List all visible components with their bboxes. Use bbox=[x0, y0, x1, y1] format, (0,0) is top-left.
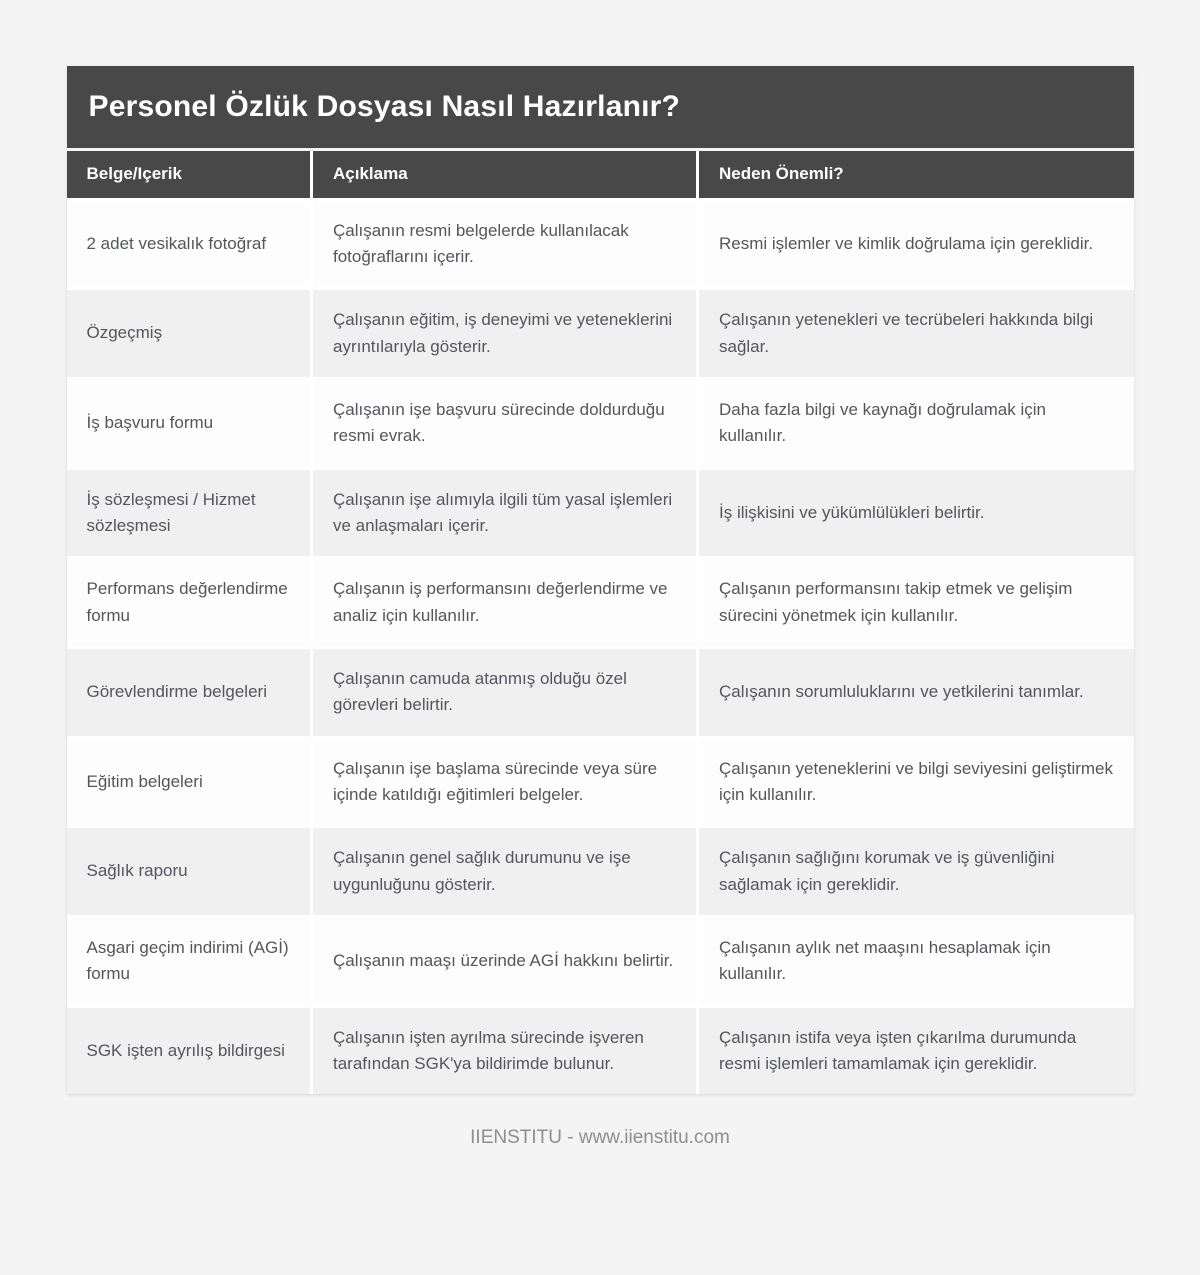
table-body bbox=[67, 199, 1134, 1094]
table-row bbox=[67, 827, 1134, 917]
cell-neden: Çalışanın yetenekleri ve tecrübeleri hakkında bilgi sağlar. bbox=[698, 289, 1134, 379]
table-row bbox=[67, 468, 1134, 558]
cell-neden: Çalışanın performansını takip etmek ve gelişim sürecini yönetmek için kullanılır. bbox=[698, 558, 1134, 648]
table-row bbox=[67, 378, 1134, 468]
cell-neden: Çalışanın sorumluluklarını ve yetkilerini tanımlar. bbox=[698, 647, 1134, 737]
cell-belge: Sağlık raporu bbox=[67, 827, 312, 917]
document-card bbox=[67, 66, 1134, 1094]
cell-aciklama: Çalışanın iş performansını değerlendirme ve analiz için kullanılır. bbox=[312, 558, 698, 648]
column-header-neden-onemli: Neden Önemli? bbox=[698, 151, 1134, 199]
cell-belge: 2 adet vesikalık fotoğraf bbox=[67, 199, 312, 289]
table-row bbox=[67, 289, 1134, 379]
cell-neden: Çalışanın istifa veya işten çıkarılma durumunda resmi işlemleri tamamlamak için gereklidir. bbox=[698, 1006, 1134, 1094]
cell-belge: Özgeçmiş bbox=[67, 289, 312, 379]
cell-belge: Performans değerlendirme formu bbox=[67, 558, 312, 648]
cell-aciklama: Çalışanın genel sağlık durumunu ve işe uygunluğunu gösterir. bbox=[312, 827, 698, 917]
table-row bbox=[67, 737, 1134, 827]
cell-aciklama: Çalışanın maaşı üzerinde AGİ hakkını belirtir. bbox=[312, 917, 698, 1007]
column-header-belge-icerik: Belge/Içerik bbox=[67, 151, 312, 199]
table-header bbox=[67, 151, 1134, 199]
table-row bbox=[67, 558, 1134, 648]
cell-aciklama: Çalışanın işe başlama sürecinde veya süre içinde katıldığı eğitimleri belgeler. bbox=[312, 737, 698, 827]
cell-aciklama: Çalışanın resmi belgelerde kullanılacak fotoğraflarını içerir. bbox=[312, 199, 698, 289]
cell-aciklama: Çalışanın işe başvuru sürecinde doldurduğu resmi evrak. bbox=[312, 378, 698, 468]
cell-neden: İş ilişkisini ve yükümlülükleri belirtir. bbox=[698, 468, 1134, 558]
table-row bbox=[67, 917, 1134, 1007]
cell-belge: İş sözleşmesi / Hizmet sözleşmesi bbox=[67, 468, 312, 558]
cell-belge: Asgari geçim indirimi (AGİ) formu bbox=[67, 917, 312, 1007]
cell-neden: Daha fazla bilgi ve kaynağı doğrulamak için kullanılır. bbox=[698, 378, 1134, 468]
cell-neden: Çalışanın aylık net maaşını hesaplamak için kullanılır. bbox=[698, 917, 1134, 1007]
cell-belge: İş başvuru formu bbox=[67, 378, 312, 468]
cell-aciklama: Çalışanın işe alımıyla ilgili tüm yasal işlemleri ve anlaşmaları içerir. bbox=[312, 468, 698, 558]
cell-aciklama: Çalışanın eğitim, iş deneyimi ve yeteneklerini ayrıntılarıyla gösterir. bbox=[312, 289, 698, 379]
page-title: Personel Özlük Dosyası Nasıl Hazırlanır? bbox=[67, 66, 1134, 148]
cell-belge: SGK işten ayrılış bildirgesi bbox=[67, 1006, 312, 1094]
table-row bbox=[67, 1006, 1134, 1094]
cell-neden: Resmi işlemler ve kimlik doğrulama için gereklidir. bbox=[698, 199, 1134, 289]
cell-aciklama: Çalışanın camuda atanmış olduğu özel görevleri belirtir. bbox=[312, 647, 698, 737]
cell-belge: Görevlendirme belgeleri bbox=[67, 647, 312, 737]
table-row bbox=[67, 199, 1134, 289]
cell-aciklama: Çalışanın işten ayrılma sürecinde işveren tarafından SGK'ya bildirimde bulunur. bbox=[312, 1006, 698, 1094]
cell-belge: Eğitim belgeleri bbox=[67, 737, 312, 827]
header-row bbox=[67, 151, 1134, 199]
footer-credit: IIENSTITU - www.iienstitu.com bbox=[470, 1127, 730, 1149]
personnel-file-table bbox=[67, 151, 1134, 1094]
cell-neden: Çalışanın sağlığını korumak ve iş güvenliğini sağlamak için gereklidir. bbox=[698, 827, 1134, 917]
column-header-aciklama: Açıklama bbox=[312, 151, 698, 199]
table-row bbox=[67, 647, 1134, 737]
cell-neden: Çalışanın yeteneklerini ve bilgi seviyesini geliştirmek için kullanılır. bbox=[698, 737, 1134, 827]
